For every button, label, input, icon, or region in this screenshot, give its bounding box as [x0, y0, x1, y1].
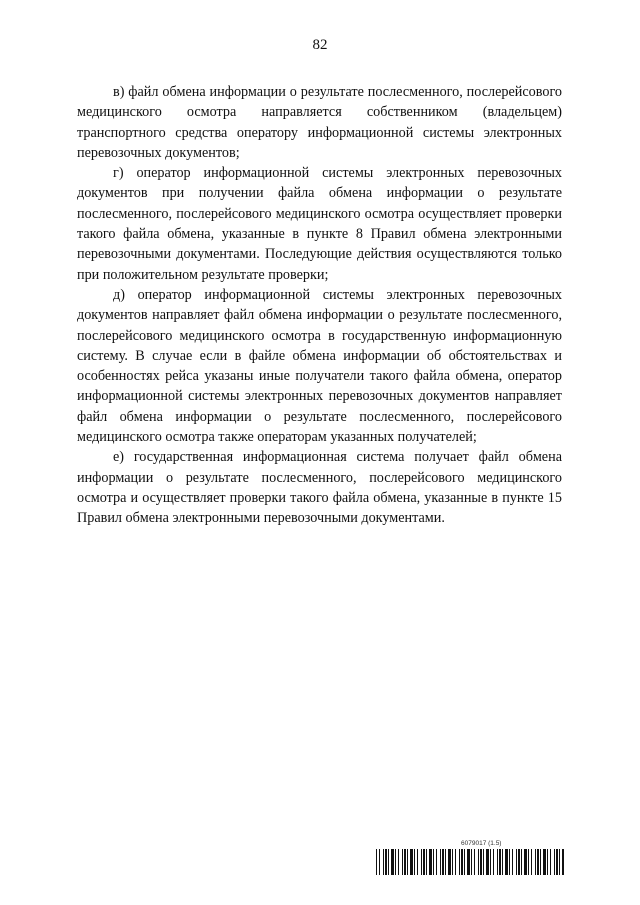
barcode-icon: [376, 849, 564, 875]
page-number: 82: [312, 37, 328, 53]
paragraph-v: в) файл обмена информации о результате послесменного, послерейсового медицинского осмотра направляется собственником (владельцем) транспортного средства оператору информационной системы электронных перевозочных документов;: [77, 84, 562, 161]
document-body: [77, 82, 562, 529]
paragraph-e: е) государственная информационная система получает файл обмена информации о результате послесменного, послерейсового медицинского осмотра и осуществляет проверки такого файла обмена, указанные в пункте 15 Правил обмена электронными перевозочными документами.: [77, 449, 562, 527]
paragraph-d: д) оператор информационной системы электронных перевозочных документов направляет файл обмена информации о результате послесменного, послерейсового медицинского осмотра в государственную информационную систему. В случае если в файле обмена информации об обстоятельствах и особенностях рейса указаны иные получатели такого файла обмена, оператор информационной системы электронных перевозочных документов направляет файл обмена информации о результате послесменного, послерейсового медицинского осмотра также операторам указанных получателей;: [77, 286, 562, 446]
paragraph-g: г) оператор информационной системы электронных перевозочных документов при получении файла обмена информации о результате послесменного, послерейсового медицинского осмотра осуществляет проверки такого файла обмена, указанные в пункте 8 Правил обмена электронными перевозочными документами. Последующие действия осуществляются только при положительном результате проверки;: [77, 165, 562, 283]
document-code: 6079017 (1.5): [461, 840, 502, 847]
